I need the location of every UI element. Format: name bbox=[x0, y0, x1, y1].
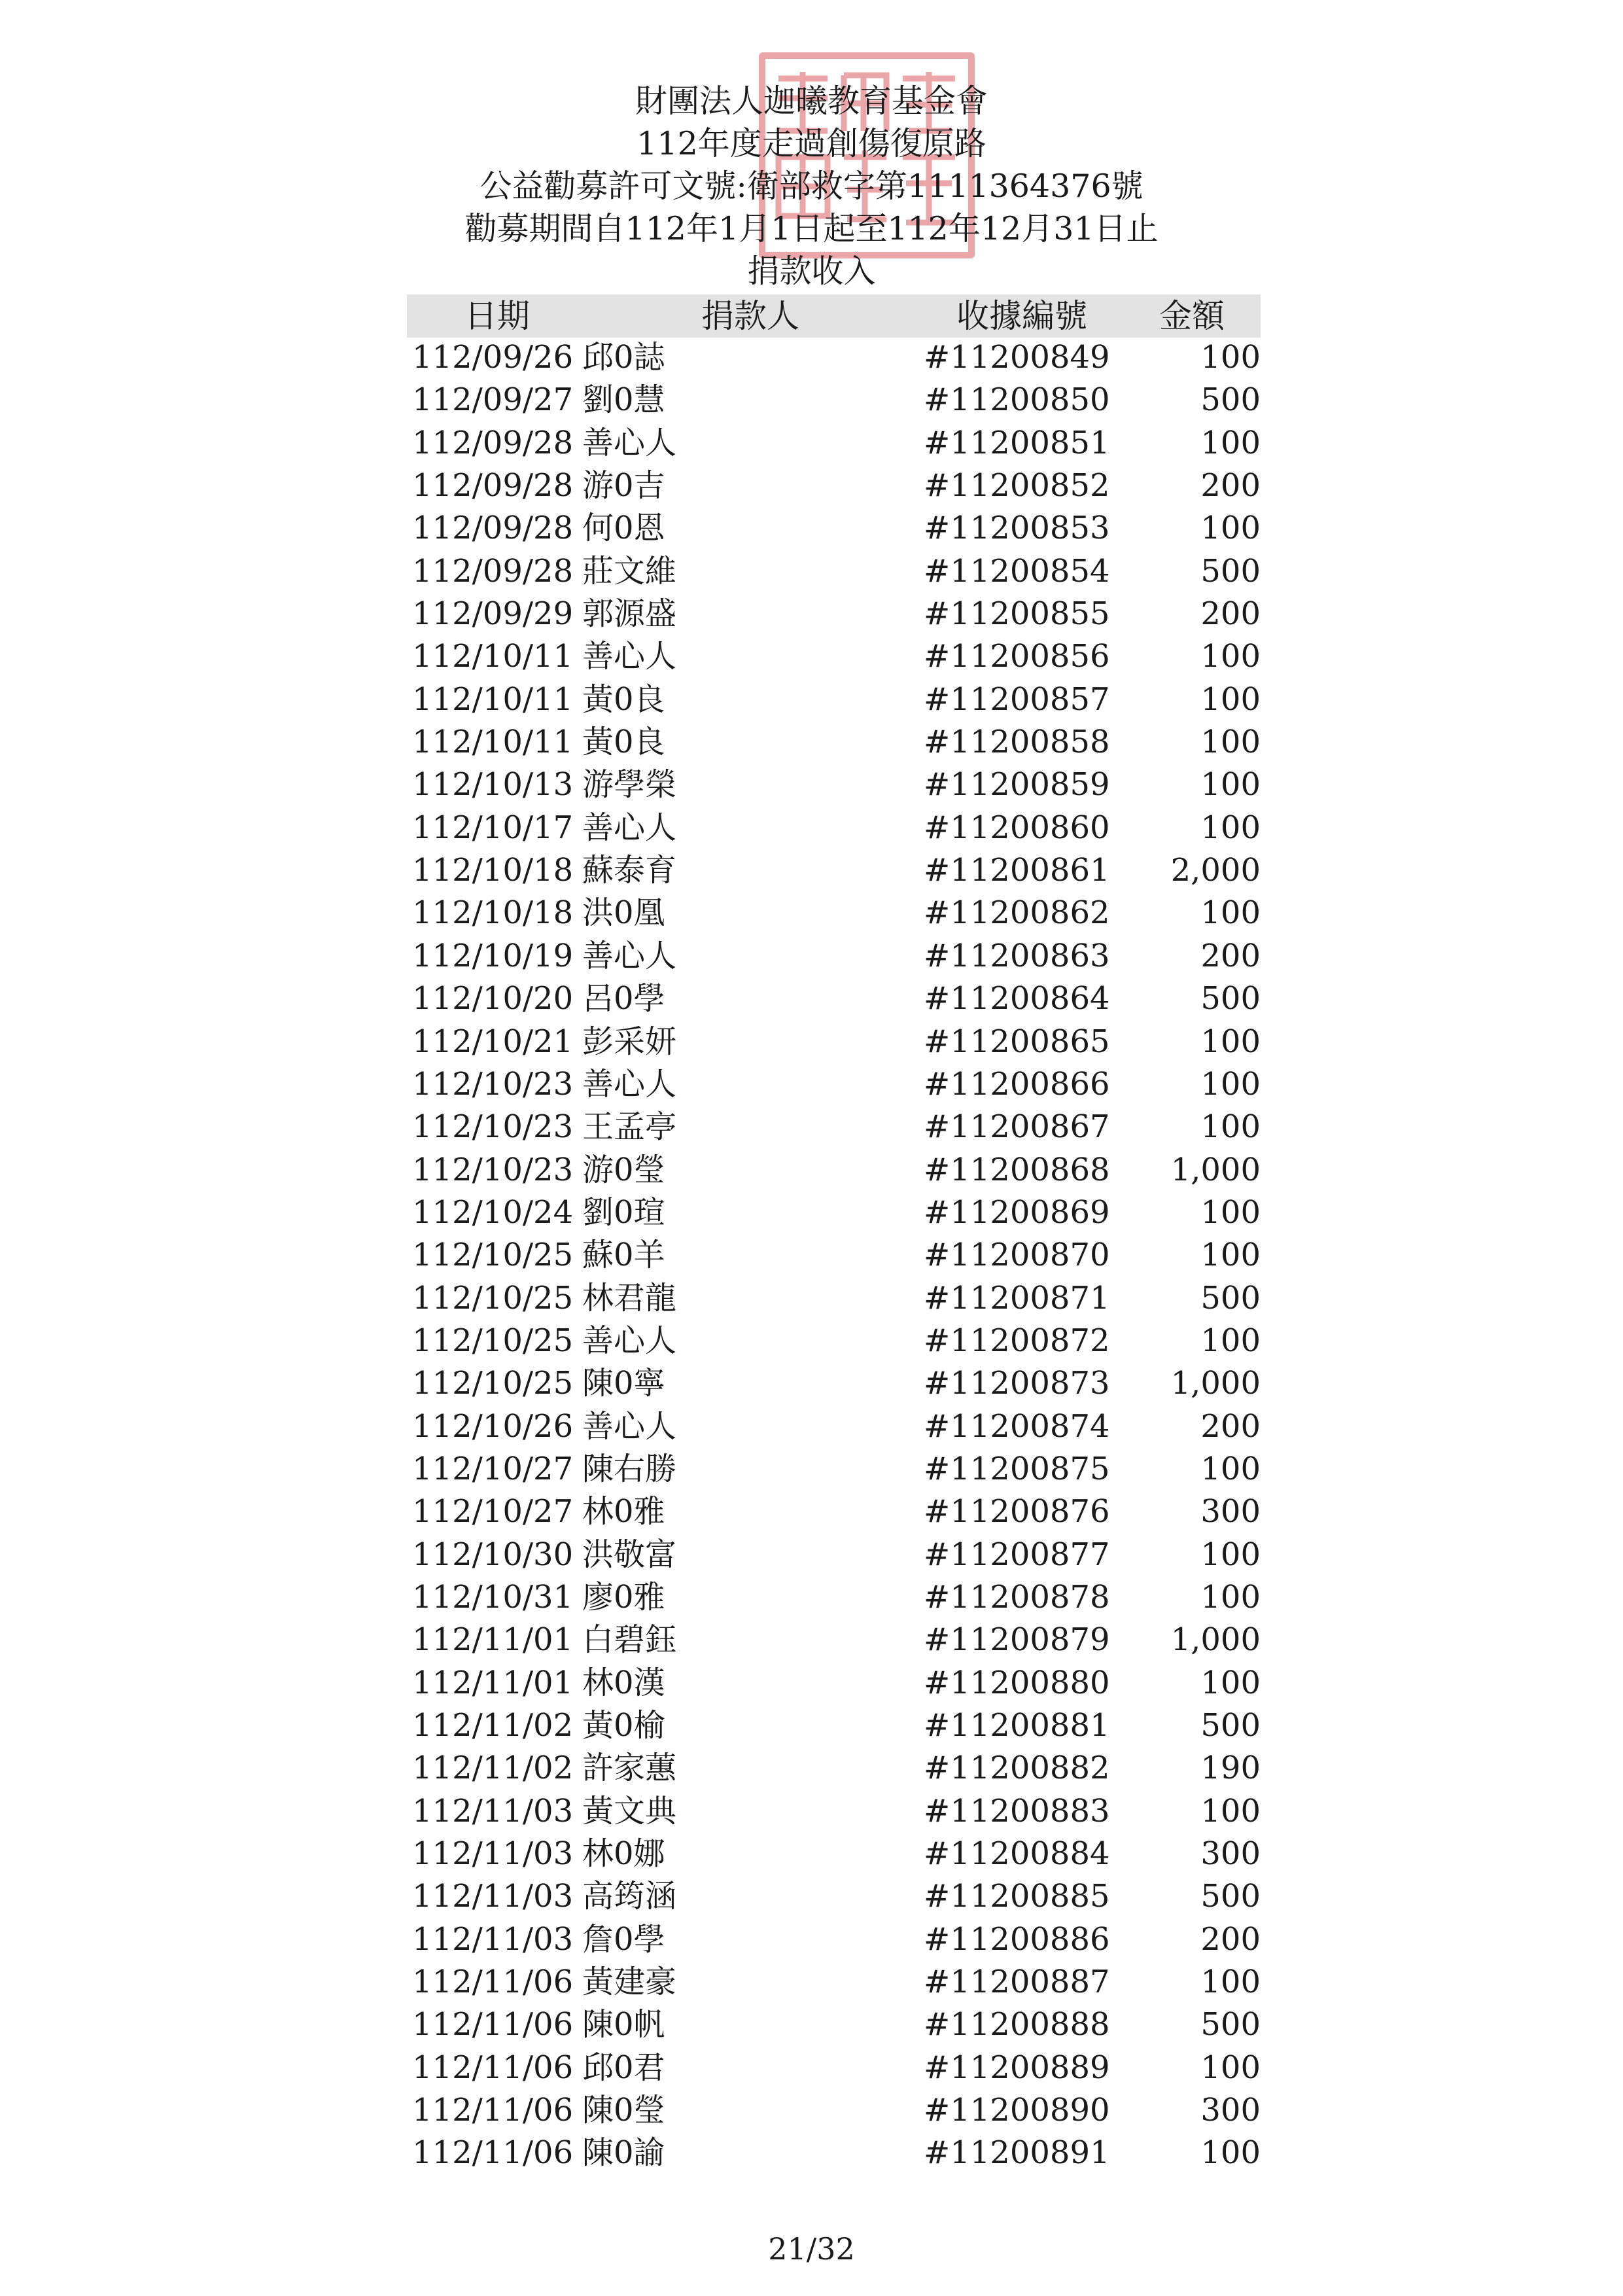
cell-receipt: #11200876 bbox=[924, 1493, 1110, 1530]
cell-date: 112/10/19 bbox=[412, 937, 574, 974]
cell-amount: 200 bbox=[1200, 467, 1261, 504]
cell-date: 112/10/20 bbox=[412, 980, 574, 1017]
cell-amount: 100 bbox=[1200, 424, 1261, 461]
table-row bbox=[407, 2132, 1261, 2174]
cell-amount: 2,000 bbox=[1170, 852, 1261, 889]
cell-receipt: #11200861 bbox=[924, 852, 1110, 889]
column-header-donor: 捐款人 bbox=[701, 297, 799, 335]
cell-amount: 100 bbox=[1200, 1792, 1261, 1829]
table-row bbox=[407, 1576, 1261, 1619]
cell-amount: 1,000 bbox=[1170, 1365, 1261, 1402]
table-row bbox=[407, 764, 1261, 806]
cell-donor: 王孟亭 bbox=[582, 1108, 677, 1146]
table-row bbox=[407, 507, 1261, 550]
cell-receipt: #11200854 bbox=[924, 552, 1110, 590]
cell-receipt: #11200885 bbox=[924, 1878, 1110, 1915]
cell-date: 112/10/27 bbox=[412, 1493, 574, 1530]
cell-date: 112/11/06 bbox=[412, 2134, 574, 2172]
cell-donor: 陳右勝 bbox=[582, 1450, 677, 1487]
cell-amount: 500 bbox=[1200, 1878, 1261, 1915]
cell-amount: 1,000 bbox=[1170, 1151, 1261, 1188]
cell-receipt: #11200882 bbox=[924, 1750, 1110, 1787]
cell-date: 112/10/26 bbox=[412, 1407, 574, 1445]
table-row bbox=[407, 1833, 1261, 1875]
organization-name: 財團法人迦曦教育基金會 bbox=[635, 82, 988, 120]
cell-amount: 100 bbox=[1200, 2049, 1261, 2086]
table-row bbox=[407, 1875, 1261, 1918]
cell-date: 112/11/02 bbox=[412, 1707, 574, 1744]
table-row bbox=[407, 593, 1261, 635]
cell-receipt: #11200852 bbox=[924, 467, 1110, 504]
cell-amount: 100 bbox=[1200, 1237, 1261, 1274]
cell-donor: 善心人 bbox=[582, 809, 677, 846]
cell-amount: 500 bbox=[1200, 1707, 1261, 1744]
cell-donor: 郭源盛 bbox=[582, 595, 677, 633]
table-row bbox=[407, 1704, 1261, 1747]
table-row bbox=[407, 2047, 1261, 2089]
project-title: 112年度走過創傷復原路 bbox=[637, 125, 986, 162]
cell-date: 112/11/06 bbox=[412, 2049, 574, 2086]
cell-date: 112/10/23 bbox=[412, 1065, 574, 1103]
cell-date: 112/11/01 bbox=[412, 1621, 574, 1659]
cell-amount: 100 bbox=[1200, 809, 1261, 846]
cell-amount: 300 bbox=[1200, 2092, 1261, 2129]
cell-amount: 190 bbox=[1200, 1750, 1261, 1787]
cell-date: 112/11/02 bbox=[412, 1750, 574, 1787]
cell-receipt: #11200878 bbox=[924, 1578, 1110, 1616]
cell-donor: 洪敬富 bbox=[582, 1536, 677, 1573]
table-row bbox=[407, 2089, 1261, 2132]
cell-date: 112/10/23 bbox=[412, 1108, 574, 1146]
cell-receipt: #11200869 bbox=[924, 1193, 1110, 1231]
cell-donor: 蘇0羊 bbox=[582, 1237, 665, 1274]
cell-donor: 陳0瑩 bbox=[582, 2092, 665, 2129]
cell-amount: 100 bbox=[1200, 1193, 1261, 1231]
cell-receipt: #11200877 bbox=[924, 1536, 1110, 1573]
cell-donor: 林0娜 bbox=[582, 1835, 665, 1873]
cell-amount: 100 bbox=[1200, 1578, 1261, 1616]
table-row bbox=[407, 849, 1261, 892]
page-number: 21/32 bbox=[768, 2231, 855, 2267]
cell-date: 112/10/11 bbox=[412, 680, 574, 718]
cell-amount: 100 bbox=[1200, 1023, 1261, 1060]
cell-date: 112/10/17 bbox=[412, 809, 574, 846]
cell-date: 112/10/27 bbox=[412, 1450, 574, 1487]
cell-receipt: #11200891 bbox=[924, 2134, 1110, 2172]
cell-date: 112/10/31 bbox=[412, 1578, 574, 1616]
cell-donor: 邱0君 bbox=[582, 2049, 665, 2086]
table-row bbox=[407, 721, 1261, 764]
cell-date: 112/11/03 bbox=[412, 1920, 574, 1958]
table-row bbox=[407, 1448, 1261, 1491]
table-row bbox=[407, 550, 1261, 593]
cell-donor: 劉0慧 bbox=[582, 381, 665, 419]
cell-date: 112/11/06 bbox=[412, 1964, 574, 2001]
cell-donor: 何0恩 bbox=[582, 510, 665, 547]
table-row bbox=[407, 1790, 1261, 1833]
cell-donor: 高筠涵 bbox=[582, 1878, 677, 1915]
table-row bbox=[407, 935, 1261, 978]
cell-donor: 黃0良 bbox=[582, 680, 665, 718]
cell-date: 112/10/25 bbox=[412, 1322, 574, 1359]
cell-date: 112/10/11 bbox=[412, 724, 574, 761]
cell-date: 112/09/28 bbox=[412, 467, 574, 504]
cell-donor: 白碧鈺 bbox=[582, 1621, 677, 1659]
cell-donor: 善心人 bbox=[582, 1407, 677, 1445]
cell-donor: 善心人 bbox=[582, 1322, 677, 1359]
cell-amount: 500 bbox=[1200, 1279, 1261, 1316]
table-row bbox=[407, 1747, 1261, 1790]
cell-date: 112/10/18 bbox=[412, 852, 574, 889]
cell-donor: 蘇泰育 bbox=[582, 852, 677, 889]
cell-amount: 1,000 bbox=[1170, 1621, 1261, 1659]
cell-donor: 林0漢 bbox=[582, 1664, 665, 1701]
cell-donor: 林君龍 bbox=[582, 1279, 677, 1316]
cell-amount: 500 bbox=[1200, 381, 1261, 419]
table-header bbox=[407, 294, 1261, 338]
cell-receipt: #11200884 bbox=[924, 1835, 1110, 1873]
cell-receipt: #11200881 bbox=[924, 1707, 1110, 1744]
cell-date: 112/10/11 bbox=[412, 638, 574, 675]
cell-receipt: #11200866 bbox=[924, 1065, 1110, 1103]
cell-date: 112/11/06 bbox=[412, 2006, 574, 2043]
cell-amount: 100 bbox=[1200, 1108, 1261, 1146]
cell-receipt: #11200883 bbox=[924, 1792, 1110, 1829]
column-header-receipt: 收據編號 bbox=[956, 297, 1087, 335]
table-row bbox=[407, 635, 1261, 678]
cell-amount: 300 bbox=[1200, 1835, 1261, 1873]
cell-amount: 100 bbox=[1200, 1664, 1261, 1701]
cell-amount: 100 bbox=[1200, 510, 1261, 547]
cell-amount: 200 bbox=[1200, 595, 1261, 633]
column-header-amount: 金額 bbox=[1159, 297, 1225, 335]
table-row bbox=[407, 336, 1261, 379]
cell-date: 112/10/24 bbox=[412, 1193, 574, 1231]
cell-date: 112/09/26 bbox=[412, 339, 574, 376]
column-header-date: 日期 bbox=[464, 297, 530, 335]
cell-date: 112/11/03 bbox=[412, 1835, 574, 1873]
cell-donor: 陳0諭 bbox=[582, 2134, 665, 2172]
cell-receipt: #11200859 bbox=[924, 766, 1110, 804]
cell-receipt: #11200865 bbox=[924, 1023, 1110, 1060]
cell-receipt: #11200860 bbox=[924, 809, 1110, 846]
cell-amount: 100 bbox=[1200, 894, 1261, 932]
cell-date: 112/11/03 bbox=[412, 1878, 574, 1915]
cell-date: 112/10/25 bbox=[412, 1365, 574, 1402]
cell-amount: 100 bbox=[1200, 1065, 1261, 1103]
cell-date: 112/10/30 bbox=[412, 1536, 574, 1573]
cell-donor: 洪0凰 bbox=[582, 894, 665, 932]
cell-amount: 100 bbox=[1200, 766, 1261, 804]
cell-amount: 500 bbox=[1200, 552, 1261, 590]
cell-receipt: #11200890 bbox=[924, 2092, 1110, 2129]
table-row bbox=[407, 1662, 1261, 1704]
cell-donor: 游學榮 bbox=[582, 766, 677, 804]
cell-amount: 100 bbox=[1200, 1964, 1261, 2001]
cell-receipt: #11200851 bbox=[924, 424, 1110, 461]
cell-receipt: #11200880 bbox=[924, 1664, 1110, 1701]
cell-amount: 200 bbox=[1200, 1407, 1261, 1445]
fundraising-period: 勸募期間自112年1月1日起至112年12月31日止 bbox=[464, 210, 1159, 247]
table-row bbox=[407, 1192, 1261, 1234]
cell-receipt: #11200872 bbox=[924, 1322, 1110, 1359]
cell-receipt: #11200874 bbox=[924, 1407, 1110, 1445]
cell-amount: 500 bbox=[1200, 2006, 1261, 2043]
cell-amount: 200 bbox=[1200, 937, 1261, 974]
cell-donor: 游0吉 bbox=[582, 467, 665, 504]
table-row bbox=[407, 1234, 1261, 1277]
cell-date: 112/10/21 bbox=[412, 1023, 574, 1060]
cell-donor: 彭采妍 bbox=[582, 1023, 677, 1060]
section-title: 捐款收入 bbox=[747, 253, 876, 290]
table-row bbox=[407, 679, 1261, 721]
cell-amount: 300 bbox=[1200, 1493, 1261, 1530]
cell-receipt: #11200887 bbox=[924, 1964, 1110, 2001]
cell-receipt: #11200853 bbox=[924, 510, 1110, 547]
cell-receipt: #11200886 bbox=[924, 1920, 1110, 1958]
table-row bbox=[407, 1491, 1261, 1533]
table-row bbox=[407, 1021, 1261, 1063]
cell-amount: 100 bbox=[1200, 638, 1261, 675]
cell-donor: 黃建豪 bbox=[582, 1964, 677, 2001]
table-row bbox=[407, 1320, 1261, 1362]
cell-receipt: #11200862 bbox=[924, 894, 1110, 932]
cell-donor: 黃0良 bbox=[582, 724, 665, 761]
cell-amount: 100 bbox=[1200, 724, 1261, 761]
cell-amount: 500 bbox=[1200, 980, 1261, 1017]
cell-donor: 陳0帆 bbox=[582, 2006, 665, 2043]
cell-donor: 善心人 bbox=[582, 937, 677, 974]
cell-amount: 100 bbox=[1200, 1450, 1261, 1487]
cell-receipt: #11200855 bbox=[924, 595, 1110, 633]
cell-donor: 善心人 bbox=[582, 638, 677, 675]
cell-receipt: #11200888 bbox=[924, 2006, 1110, 2043]
cell-donor: 陳0寧 bbox=[582, 1365, 665, 1402]
cell-receipt: #11200863 bbox=[924, 937, 1110, 974]
cell-amount: 100 bbox=[1200, 1322, 1261, 1359]
cell-receipt: #11200857 bbox=[924, 680, 1110, 718]
table-row bbox=[407, 1277, 1261, 1320]
cell-receipt: #11200864 bbox=[924, 980, 1110, 1017]
cell-donor: 游0瑩 bbox=[582, 1151, 665, 1188]
cell-receipt: #11200850 bbox=[924, 381, 1110, 419]
cell-date: 112/10/18 bbox=[412, 894, 574, 932]
donation-table-body bbox=[407, 336, 1261, 2175]
table-row bbox=[407, 465, 1261, 507]
cell-receipt: #11200849 bbox=[924, 339, 1110, 376]
cell-date: 112/10/25 bbox=[412, 1279, 574, 1316]
cell-donor: 林0雅 bbox=[582, 1493, 665, 1530]
cell-donor: 善心人 bbox=[582, 1065, 677, 1103]
cell-date: 112/11/01 bbox=[412, 1664, 574, 1701]
cell-receipt: #11200879 bbox=[924, 1621, 1110, 1659]
permit-number: 公益勸募許可文號:衛部救字第1111364376號 bbox=[480, 168, 1143, 205]
cell-receipt: #11200875 bbox=[924, 1450, 1110, 1487]
cell-receipt: #11200856 bbox=[924, 638, 1110, 675]
cell-amount: 100 bbox=[1200, 680, 1261, 718]
cell-donor: 莊文維 bbox=[582, 552, 677, 590]
cell-donor: 黃文典 bbox=[582, 1792, 677, 1829]
cell-date: 112/09/28 bbox=[412, 424, 574, 461]
cell-date: 112/11/06 bbox=[412, 2092, 574, 2129]
cell-donor: 詹0學 bbox=[582, 1920, 665, 1958]
table-row bbox=[407, 1405, 1261, 1448]
table-row bbox=[407, 978, 1261, 1020]
cell-date: 112/09/29 bbox=[412, 595, 574, 633]
table-row bbox=[407, 1063, 1261, 1106]
cell-date: 112/10/25 bbox=[412, 1237, 574, 1274]
cell-amount: 100 bbox=[1200, 339, 1261, 376]
table-row bbox=[407, 1106, 1261, 1148]
table-row bbox=[407, 1534, 1261, 1576]
cell-donor: 廖0雅 bbox=[582, 1578, 665, 1616]
table-row bbox=[407, 2004, 1261, 2046]
cell-receipt: #11200889 bbox=[924, 2049, 1110, 2086]
document-header bbox=[0, 80, 1623, 292]
table-row bbox=[407, 807, 1261, 849]
table-row bbox=[407, 1619, 1261, 1661]
table-row bbox=[407, 422, 1261, 465]
cell-donor: 黃0榆 bbox=[582, 1707, 665, 1744]
table-row bbox=[407, 1362, 1261, 1405]
cell-amount: 100 bbox=[1200, 1536, 1261, 1573]
cell-amount: 100 bbox=[1200, 2134, 1261, 2172]
cell-receipt: #11200873 bbox=[924, 1365, 1110, 1402]
cell-date: 112/09/28 bbox=[412, 510, 574, 547]
cell-date: 112/10/13 bbox=[412, 766, 574, 804]
table-row bbox=[407, 1149, 1261, 1192]
cell-amount: 200 bbox=[1200, 1920, 1261, 1958]
cell-date: 112/11/03 bbox=[412, 1792, 574, 1829]
table-row bbox=[407, 1961, 1261, 2004]
cell-receipt: #11200868 bbox=[924, 1151, 1110, 1188]
cell-receipt: #11200858 bbox=[924, 724, 1110, 761]
cell-donor: 劉0瑄 bbox=[582, 1193, 665, 1231]
cell-donor: 善心人 bbox=[582, 424, 677, 461]
cell-date: 112/09/27 bbox=[412, 381, 574, 419]
cell-donor: 呂0學 bbox=[582, 980, 665, 1017]
cell-date: 112/09/28 bbox=[412, 552, 574, 590]
cell-donor: 邱0誌 bbox=[582, 339, 665, 376]
cell-date: 112/10/23 bbox=[412, 1151, 574, 1188]
table-row bbox=[407, 1918, 1261, 1961]
cell-receipt: #11200867 bbox=[924, 1108, 1110, 1146]
table-row bbox=[407, 379, 1261, 421]
cell-donor: 許家蕙 bbox=[582, 1750, 677, 1787]
table-row bbox=[407, 892, 1261, 934]
cell-receipt: #11200871 bbox=[924, 1279, 1110, 1316]
cell-receipt: #11200870 bbox=[924, 1237, 1110, 1274]
